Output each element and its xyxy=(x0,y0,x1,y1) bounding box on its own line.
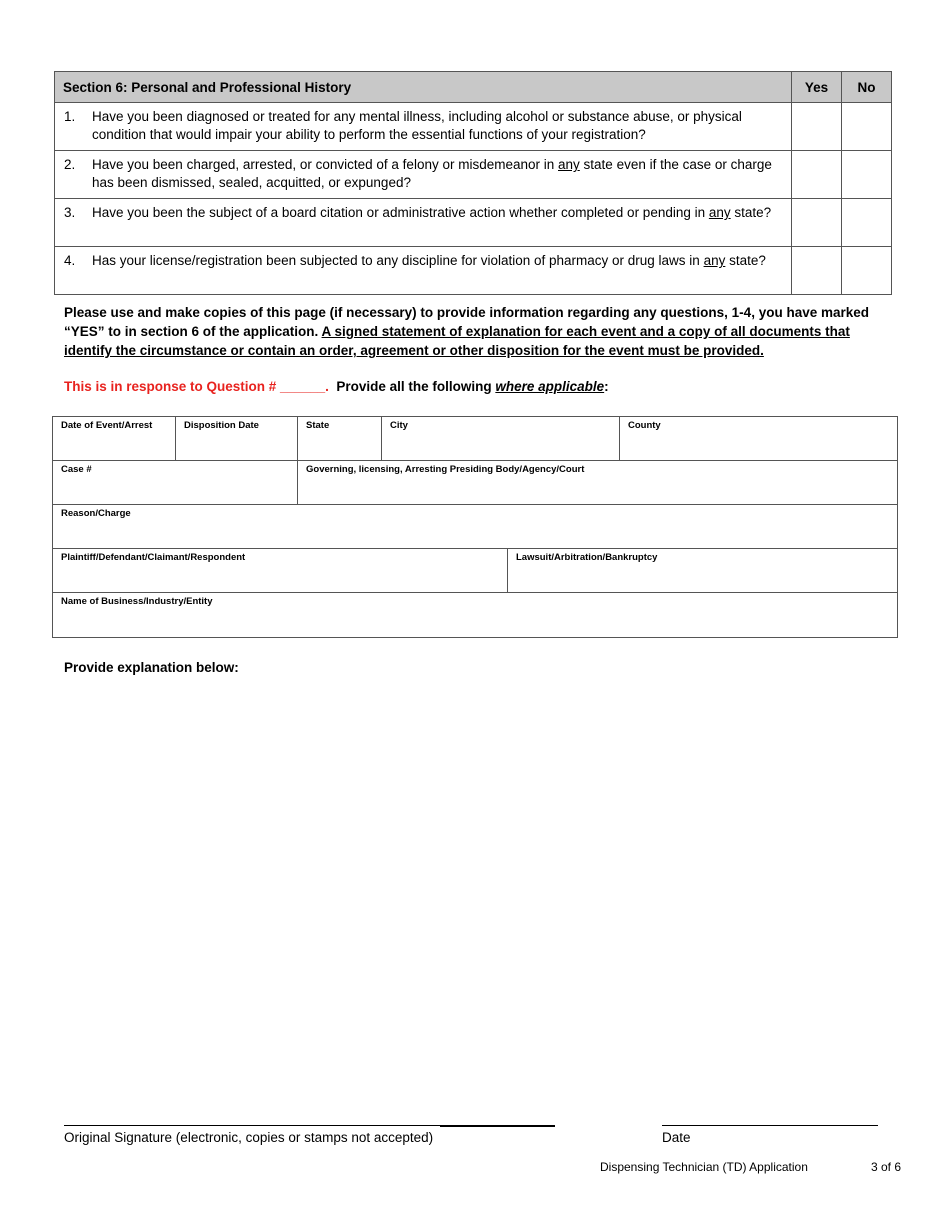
date-label: Date xyxy=(662,1130,691,1145)
question-2-no-box[interactable] xyxy=(842,151,892,199)
question-3-yes-box[interactable] xyxy=(792,199,842,247)
signature-label: Original Signature (electronic, copies or stamps not accepted) xyxy=(64,1130,434,1145)
date-of-event-field[interactable]: Date of Event/Arrest xyxy=(61,420,153,431)
event-form-row-2 xyxy=(53,461,897,505)
question-text: Have you been charged, arrested, or convicted of a felony or misdemeanor in any state even if the case or charge has been dismissed, sealed, acquitted, or expunged? xyxy=(92,157,772,190)
city-field[interactable]: City xyxy=(381,417,619,460)
page-number: 3 of 6 xyxy=(871,1160,902,1174)
lawsuit-field[interactable]: Lawsuit/Arbitration/Bankruptcy xyxy=(507,549,897,592)
question-2-yes-box[interactable] xyxy=(792,151,842,199)
disposition-date-field[interactable]: Disposition Date xyxy=(175,417,297,460)
governing-body-field[interactable]: Governing, licensing, Arresting Presiding Body/Agency/Court xyxy=(297,461,897,504)
question-text: Have you been diagnosed or treated for any mental illness, including alcohol or substance abuse, or physical condition that would impair your ability to perform the essential functions of your registration? xyxy=(92,109,742,142)
instructions-paragraph: Please use and make copies of this page (if necessary) to provide information regarding any questions, 1-4, you have marked “YES” to in section 6 of the application. A signed statement of explanation for each event and a copy of all documents that identify the circumstance or contain an order, agreement or other disposition for the event must be provided. xyxy=(64,305,869,358)
event-details-form xyxy=(52,416,898,638)
question-response-line: This is in response to Question # ______. Provide all the following where applicable: xyxy=(64,379,609,394)
question-text: Has your license/registration been subjected to any discipline for violation of pharmacy or drug laws in any state? xyxy=(92,253,766,268)
section6-table xyxy=(54,71,892,295)
question-number: 3. xyxy=(64,205,76,220)
event-form-row-3 xyxy=(53,505,897,549)
date-line[interactable] xyxy=(662,1125,878,1126)
yes-column-header: Yes xyxy=(792,72,842,103)
case-number-field[interactable]: Case # xyxy=(61,464,92,475)
signature-line-extension xyxy=(440,1125,555,1127)
question-number: 2. xyxy=(64,157,76,172)
question-row-2 xyxy=(55,151,892,199)
county-field[interactable]: County xyxy=(619,417,897,460)
question-4-no-box[interactable] xyxy=(842,247,892,295)
question-1-yes-box[interactable] xyxy=(792,103,842,151)
question-number: 1. xyxy=(64,109,76,124)
signature-line[interactable] xyxy=(64,1125,440,1126)
event-form-row-5 xyxy=(53,593,897,637)
event-form-row-4 xyxy=(53,549,897,593)
event-form-row-1 xyxy=(53,417,897,461)
question-row-4 xyxy=(55,247,892,295)
no-column-header: No xyxy=(842,72,892,103)
section6-title: Section 6: Personal and Professional History xyxy=(55,72,792,103)
question-1-no-box[interactable] xyxy=(842,103,892,151)
explanation-label: Provide explanation below: xyxy=(64,660,239,675)
parties-field[interactable]: Plaintiff/Defendant/Claimant/Respondent xyxy=(61,552,246,563)
state-field[interactable]: State xyxy=(297,417,381,460)
section6-header-row xyxy=(55,72,892,103)
question-4-yes-box[interactable] xyxy=(792,247,842,295)
question-row-3 xyxy=(55,199,892,247)
question-row-1 xyxy=(55,103,892,151)
footer-form-title: Dispensing Technician (TD) Application xyxy=(600,1160,808,1174)
business-name-field[interactable]: Name of Business/Industry/Entity xyxy=(61,596,213,607)
question-3-no-box[interactable] xyxy=(842,199,892,247)
reason-charge-field[interactable]: Reason/Charge xyxy=(61,508,131,519)
question-text: Have you been the subject of a board citation or administrative action whether completed or pending in any state? xyxy=(92,205,772,220)
question-number-prompt: This is in response to Question # ______. xyxy=(64,379,329,394)
question-number: 4. xyxy=(64,253,76,268)
